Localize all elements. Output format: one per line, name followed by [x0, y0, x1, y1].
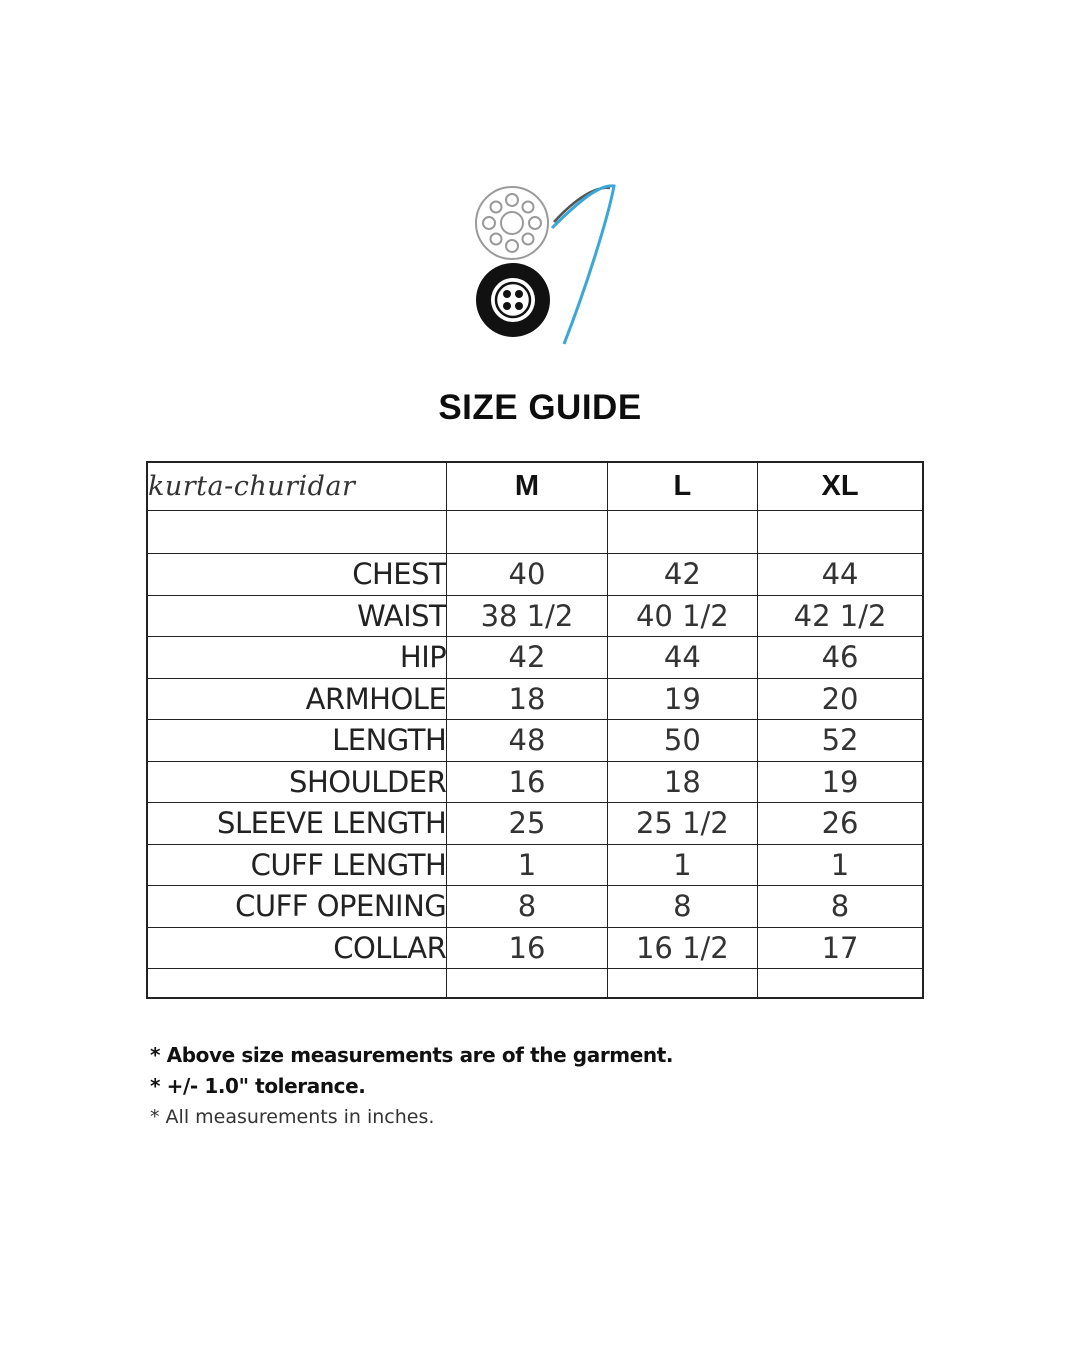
measurement-value: 42 1/2 — [758, 595, 923, 637]
measurement-value: 8 — [758, 886, 923, 928]
table-row — [147, 720, 923, 762]
empty-cell — [607, 969, 757, 999]
measurement-value: 26 — [758, 803, 923, 845]
measurement-value: 40 — [447, 554, 607, 596]
note-garment-measurements: * Above size measurements are of the garment. — [150, 1043, 674, 1067]
measurement-label: SLEEVE LENGTH — [147, 803, 447, 845]
needle-thread-icon — [552, 186, 614, 344]
measurement-value: 19 — [758, 761, 923, 803]
measurement-value: 1 — [447, 844, 607, 886]
measurement-label: SHOULDER — [147, 761, 447, 803]
measurement-value: 8 — [607, 886, 757, 928]
measurement-value: 20 — [758, 678, 923, 720]
measurement-value: 16 — [447, 761, 607, 803]
table-row — [147, 637, 923, 679]
table-row — [147, 927, 923, 969]
measurement-value: 1 — [607, 844, 757, 886]
measurement-value: 18 — [607, 761, 757, 803]
size-table — [146, 461, 924, 999]
measurement-value: 46 — [758, 637, 923, 679]
measurement-label: COLLAR — [147, 927, 447, 969]
empty-cell — [758, 969, 923, 999]
measurement-value: 38 1/2 — [447, 595, 607, 637]
measurement-label: ARMHOLE — [147, 678, 447, 720]
measurement-label: CUFF LENGTH — [147, 844, 447, 886]
empty-cell — [758, 511, 923, 554]
empty-cell — [147, 511, 447, 554]
brand-logo — [468, 178, 628, 348]
table-row — [147, 803, 923, 845]
table-end-row — [147, 969, 923, 999]
size-header-xl: XL — [758, 462, 923, 511]
measurement-value: 8 — [447, 886, 607, 928]
measurement-label: HIP — [147, 637, 447, 679]
size-header-m: M — [447, 462, 607, 511]
measurement-label: LENGTH — [147, 720, 447, 762]
table-row — [147, 844, 923, 886]
measurement-value: 48 — [447, 720, 607, 762]
measurement-label: WAIST — [147, 595, 447, 637]
table-row — [147, 886, 923, 928]
measurement-value: 42 — [447, 637, 607, 679]
empty-cell — [607, 511, 757, 554]
empty-cell — [447, 969, 607, 999]
measurement-value: 17 — [758, 927, 923, 969]
measurement-value: 19 — [607, 678, 757, 720]
measurement-label: CUFF OPENING — [147, 886, 447, 928]
measurement-value: 40 1/2 — [607, 595, 757, 637]
table-row — [147, 595, 923, 637]
measurement-value: 52 — [758, 720, 923, 762]
garment-type-label: kurta-churidar — [147, 462, 447, 511]
measurement-label: CHEST — [147, 554, 447, 596]
sewing-logo-icon — [468, 178, 628, 348]
footnotes — [150, 1040, 950, 1133]
table-spacer-row — [147, 511, 923, 554]
empty-cell — [447, 511, 607, 554]
empty-cell — [147, 969, 447, 999]
measurement-value: 25 1/2 — [607, 803, 757, 845]
measurement-value: 16 1/2 — [607, 927, 757, 969]
table-header-row — [147, 462, 923, 511]
size-header-l: L — [607, 462, 757, 511]
measurement-value: 25 — [447, 803, 607, 845]
measurement-value: 1 — [758, 844, 923, 886]
note-tolerance: * +/- 1.0" tolerance. — [150, 1074, 366, 1098]
table-row — [147, 554, 923, 596]
table-row — [147, 678, 923, 720]
measurement-value: 42 — [607, 554, 757, 596]
table-row — [147, 761, 923, 803]
note-units: * All measurements in inches. — [150, 1106, 435, 1128]
measurement-value: 44 — [607, 637, 757, 679]
measurement-value: 50 — [607, 720, 757, 762]
page-title: SIZE GUIDE — [438, 388, 642, 427]
bobbin-icon — [476, 187, 548, 259]
measurement-value: 16 — [447, 927, 607, 969]
button-icon — [476, 263, 550, 337]
measurement-value: 44 — [758, 554, 923, 596]
measurement-value: 18 — [447, 678, 607, 720]
